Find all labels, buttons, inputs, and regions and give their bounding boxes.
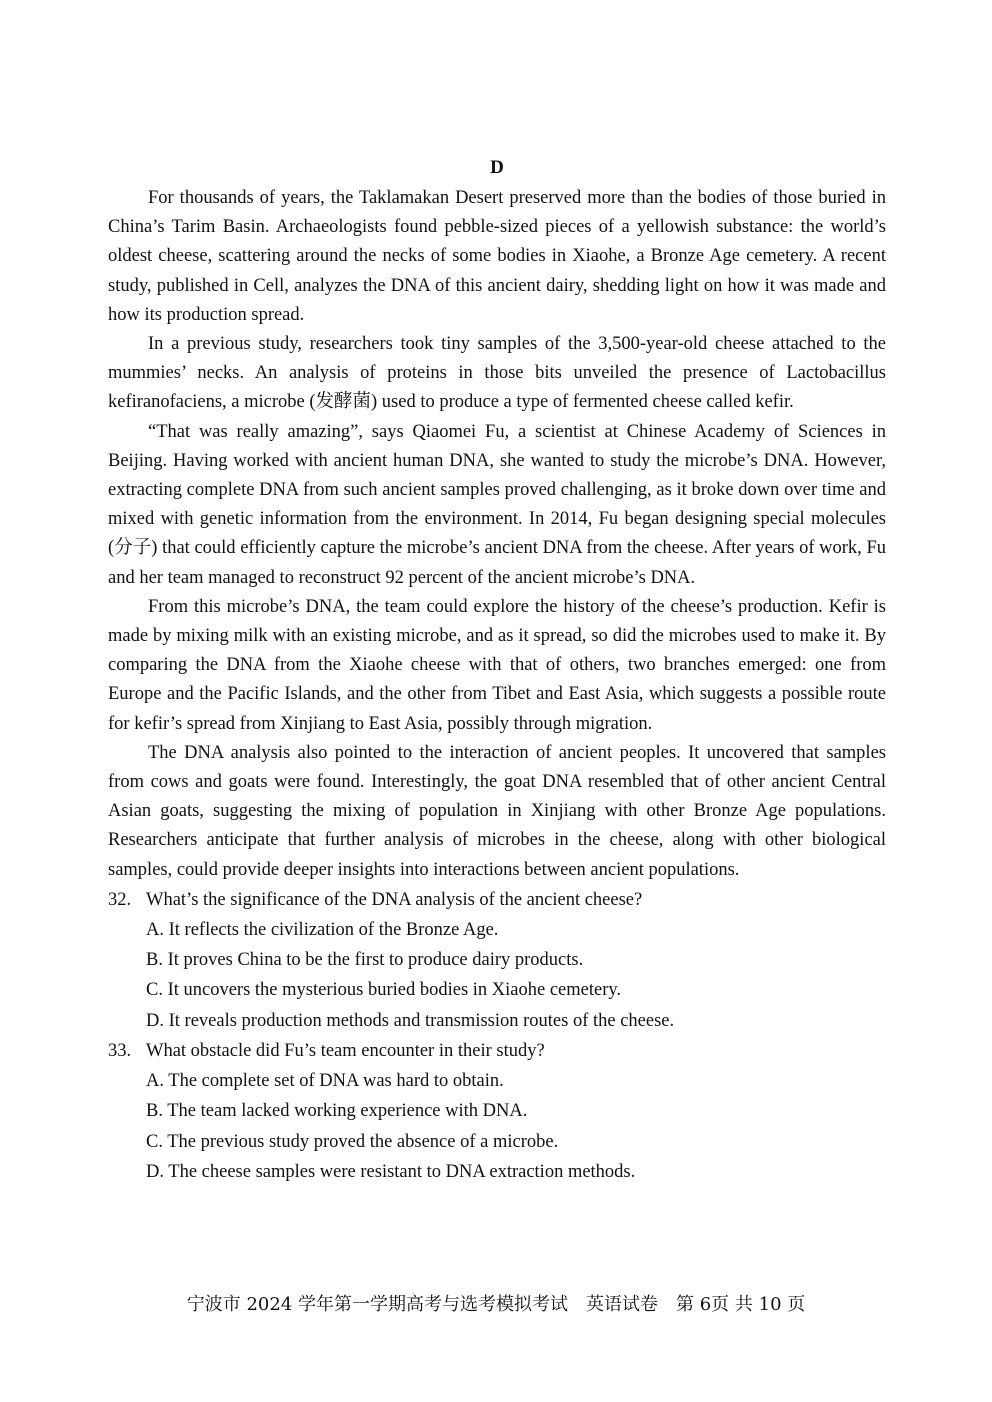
passage-paragraph-5: The DNA analysis also pointed to the interaction of ancient peoples. It uncovered that samples from cows and goats were found. Interestingly, the goat DNA resembled that of other ancient Central Asian goats, suggesting the mixing of population in Xinjiang with other Bronze Age populations. Researchers anticipate that further analysis of microbes in the cheese, along with other biological samples, could provide deeper insights into interactions between ancient populations. (108, 742, 886, 880)
passage-paragraph-2: In a previous study, researchers took tiny samples of the 3,500-year-old cheese attached to the mummies’ necks. An analysis of proteins in those bits unveiled the presence of Lactobacillus kefiranofaciens, a microbe (发酵菌) used to produce a type of fermented cheese called kefir. (108, 334, 886, 413)
passage-paragraph-1: For thousands of years, the Taklamakan Desert preserved more than the bodies of those buried in China’s Tarim Basin. Archaeologists found pebble-sized pieces of a yellowish substance: the world’s oldest cheese, scattering around the necks of some bodies in Xiaohe, a Bronze Age cemetery. A recent study, published in Cell, analyzes the DNA of this ancient dairy, shedding light on how it was made and how its production spread. (108, 188, 886, 325)
section-heading: D (490, 157, 504, 178)
page-footer: 宁波市 2024 学年第一学期高考与选考模拟考试 英语试卷 第 6页 共 10 页 (186, 1294, 806, 1315)
option-a: A. It reflects the civilization of the Bronze Age. (146, 920, 499, 941)
question-text: What obstacle did Fu’s team encounter in their study? (146, 1040, 545, 1061)
question-stem (108, 885, 886, 915)
option-d: D. The cheese samples were resistant to DNA extraction methods. (146, 1161, 636, 1182)
option-c: C. The previous study proved the absence of a microbe. (146, 1131, 559, 1152)
option-d: D. It reveals production methods and transmission routes of the cheese. (146, 1010, 675, 1031)
option-b: B. The team lacked working experience with DNA. (146, 1101, 528, 1122)
passage-paragraph-3: “That was really amazing”, says Qiaomei Fu, a scientist at Chinese Academy of Sciences in Beijing. Having worked with ancient human DNA, she wanted to study the microbe’s DNA. However, extracting complete DNA from such ancient samples proved challenging, as it broke down over time and mixed with genetic information from the environment. In 2014, Fu began designing special molecules (分子) that could efficiently capture the microbe’s ancient DNA from the cheese. After years of work, Fu and her team managed to reconstruct 92 percent of the ancient microbe’s DNA. (108, 421, 886, 588)
exam-page (108, 156, 886, 1187)
question-33 (108, 1036, 886, 1187)
question-32 (108, 885, 886, 1036)
question-stem (108, 1036, 886, 1066)
question-number: 33. (108, 1040, 132, 1061)
option-a: A. The complete set of DNA was hard to obtain. (146, 1071, 504, 1092)
option-b: B. It proves China to be the first to produce dairy products. (146, 950, 584, 971)
option-c: C. It uncovers the mysterious buried bodies in Xiaohe cemetery. (146, 980, 622, 1001)
question-text: What’s the significance of the DNA analysis of the ancient cheese? (146, 889, 643, 910)
passage-paragraph-4: From this microbe’s DNA, the team could explore the history of the cheese’s production. Kefir is made by mixing milk with an existing microbe, and as it spread, so did the microbes used to make it. By comparing the DNA from the Xiaohe cheese with that of others, two branches emerged: one from Europe and the Pacific Islands, and the other from Tibet and East Asia, which suggests a possible route for kefir’s spread from Xinjiang to East Asia, possibly through migration. (108, 596, 886, 734)
question-number: 32. (108, 889, 132, 910)
